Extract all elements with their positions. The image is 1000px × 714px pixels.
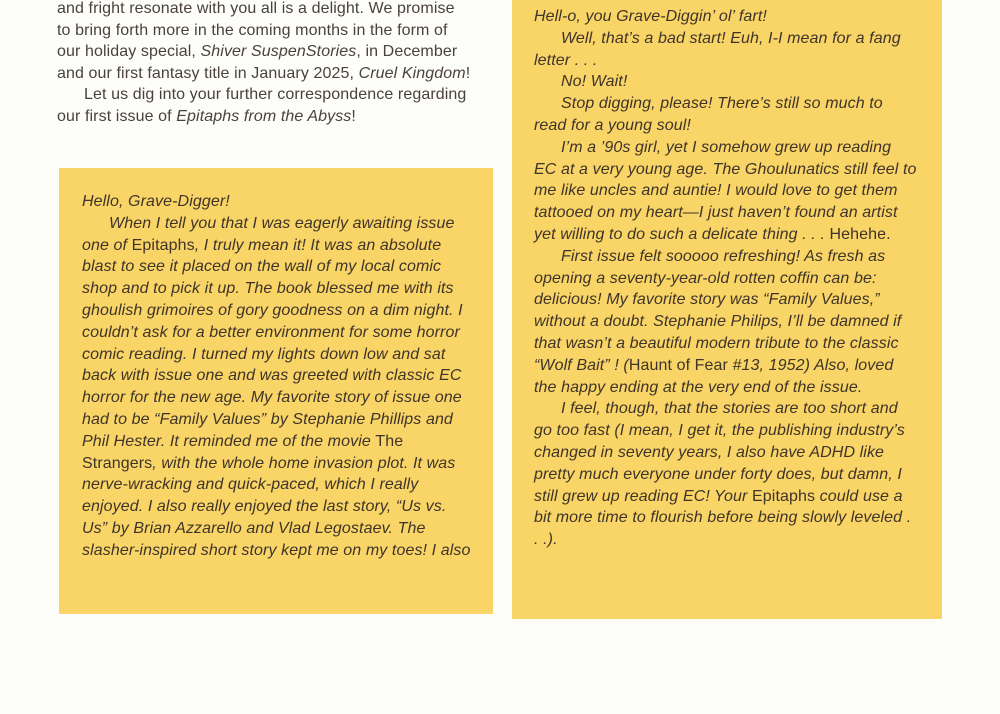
paragraph <box>57 0 471 84</box>
paragraph <box>82 213 472 562</box>
paragraph <box>57 84 471 127</box>
paragraph <box>534 246 918 399</box>
text-segment: Shiver SuspenStories <box>200 43 357 61</box>
text-segment: Hehehe. <box>829 225 891 243</box>
text-segment: and fright resonate with you all is a delight. We promise to bring forth more in the coming months in the form of our holiday special, <box>57 0 455 61</box>
text-segment: #13, 1952) Also, loved the happy ending at the very end of the issue. <box>534 356 894 396</box>
text-segment: , I truly mean it! It was an absolute blast to see it placed on the wall of my local comic shop and to pick it up. The book blessed me with its ghoulish grimoires of gory goodness on a dim night. I couldn’t ask for a better environment for some horror comic reading. I turned my lights down low and sat back with issue one and was greeted with classic EC horror for the new age. My favorite story of issue one had to be “Family Values” by Stephanie Phillips and Phil Hester. It reminded me of the movie <box>82 236 463 450</box>
text-segment: The Strangers <box>82 432 404 472</box>
paragraph <box>82 191 472 213</box>
text-segment: No! Wait! <box>561 73 628 91</box>
text-segment: Hello, Grave-Digger! <box>82 193 230 210</box>
paragraph <box>534 28 918 72</box>
text-segment: , in December and our first fantasy title in January 2025, <box>57 43 458 82</box>
text-segment: Cruel Kingdom <box>358 64 466 82</box>
text-segment: ! <box>465 64 471 82</box>
paragraph <box>534 398 918 551</box>
text-segment: Hell-o, you Grave-Diggin’ ol’ fart! <box>534 8 767 25</box>
letter-box-left <box>59 168 493 614</box>
text-segment: could use a bit more time to flourish before being slowly leveled . . .). <box>534 487 912 549</box>
text-segment: I’m a ’90s girl, yet I somehow grew up reading EC at a very young age. The Ghoulunatics still feel to me like uncles and auntie! I would love to get them tattooed on my heart—I just haven’t found an artist yet willing to do such a delicate thing . . . <box>534 138 917 243</box>
paragraph <box>534 71 918 93</box>
paragraph <box>534 93 918 137</box>
text-segment: Epitaphs from the Abyss <box>176 107 352 125</box>
text-segment: Haunt of Fear <box>628 356 728 374</box>
text-segment: , with the whole home invasion plot. It was nerve-wracking and quick-paced, which I really enjoyed. I also really enjoyed the last story, “Us vs. Us” by Brian Azzarello and Vlad Legostaev. The slasher-inspired short story kept me on my toes! I also <box>82 454 471 559</box>
text-segment: ! <box>351 107 356 125</box>
text-segment: Epitaphs <box>131 236 195 254</box>
text-segment: Let us dig into your further correspondence regarding our first issue of <box>57 86 467 125</box>
text-segment: I feel, though, that the stories are too short and go too fast (I mean, I get it, the publishing industry’s changed in seventy years, I also have ADHD like pretty much everyone under forty does, but damn, I still grew up reading EC! Your <box>534 400 905 505</box>
paragraph <box>534 6 918 28</box>
letter-box-right <box>512 0 942 619</box>
text-segment: When I tell you that I was eagerly awaiting issue one of <box>82 214 455 254</box>
text-segment: Epitaphs <box>752 487 816 505</box>
text-segment: Well, that’s a bad start! Euh, I-I mean for a fang letter . . . <box>534 29 901 69</box>
paragraph <box>534 137 918 246</box>
editor-intro-text <box>57 0 471 128</box>
text-segment: First issue felt sooooo refreshing! As fresh as opening a seventy-year-old rotten coffin can be: delicious! My favorite story was “Family Values,” without a doubt. Stephanie Philips, I’ll be damned if that wasn’t a beautiful modern tribute to the classic “Wolf Bait” ! ( <box>534 247 902 374</box>
text-segment: Stop digging, please! There’s still so much to read for a young soul! <box>534 95 883 134</box>
